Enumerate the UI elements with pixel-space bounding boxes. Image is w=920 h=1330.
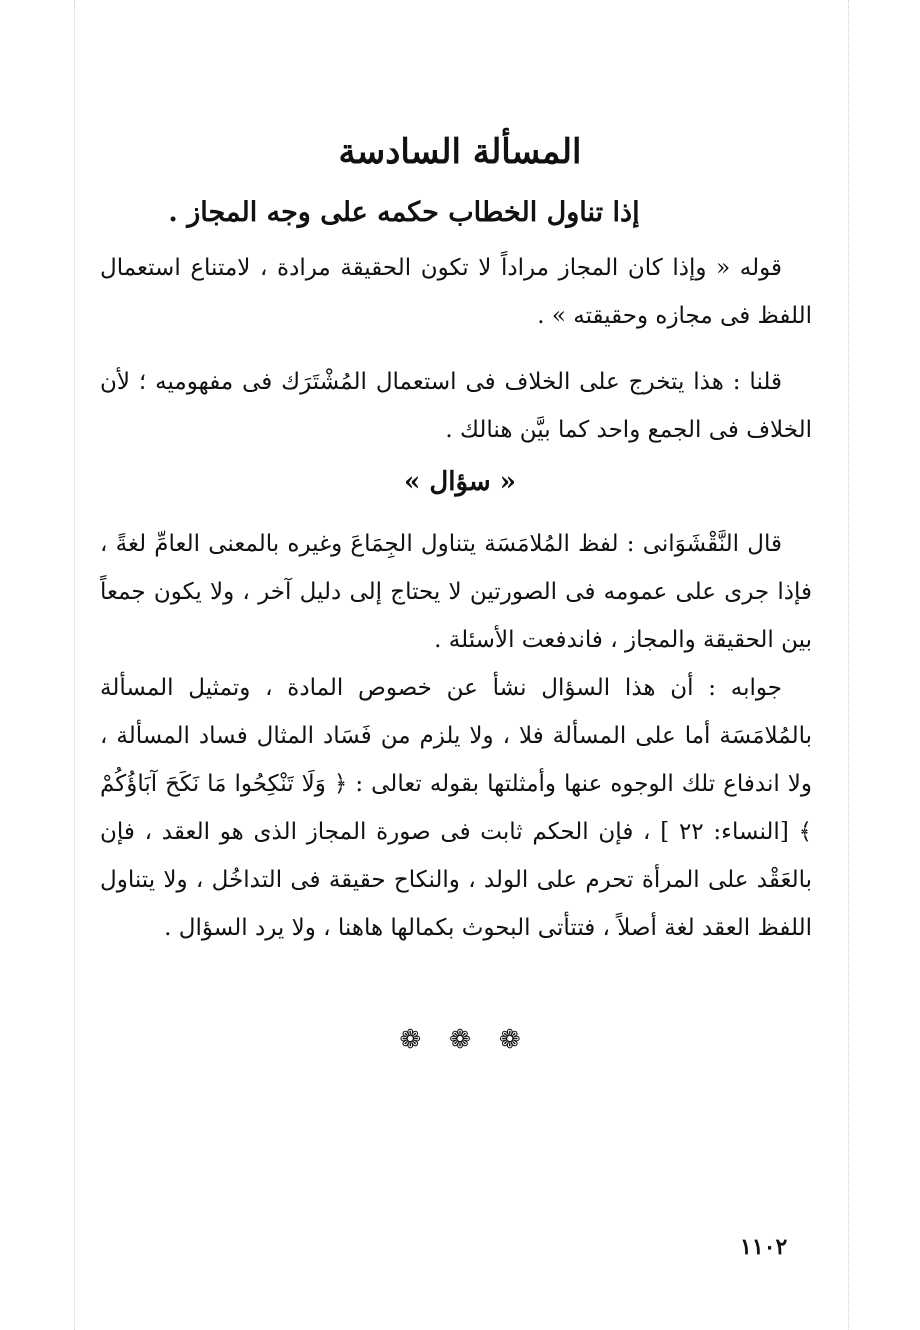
paragraph-reply: قلنا : هذا يتخرج على الخلاف فى استعمال المُشْتَرَك فى مفهوميه ؛ لأن الخلاف فى الجمع واحد كما بيَّن هنالك . — [100, 369, 812, 443]
paragraph-question: قال النَّقْشَوَانى : لفظ المُلامَسَة يتناول الجِمَاعَ وغيره بالمعنى العامِّ لغةً ، فإذا جرى على عمومه فى الصورتين لا يحتاج إلى دليل آخر ، ولا يكون جمعاً بين الحقيقة والمجاز ، فاندفعت الأسئلة . — [100, 531, 812, 653]
scan-border-left — [74, 0, 75, 1330]
question-heading: « سؤال » — [404, 467, 516, 497]
chapter-title: المسألة السادسة — [338, 132, 582, 172]
section-title: إذا تناول الخطاب حكمه على وجه المجاز . — [168, 197, 640, 228]
page-number: ١١٠٢ — [740, 1234, 788, 1260]
ornament-divider: ❁❁❁ — [399, 1025, 549, 1055]
scan-border-right — [848, 0, 849, 1330]
paragraph-quote: قوله « وإذا كان المجاز مراداً لا تكون الحقيقة مرادة ، لامتناع استعمال اللفظ فى مجازه وحقيقته » . — [100, 255, 812, 329]
paragraph-answer: جوابه : أن هذا السؤال نشأ عن خصوص المادة ، وتمثيل المسألة بالمُلامَسَة أما على المسألة فلا ، ولا يلزم من فَسَاد المثال فساد المسألة ، ولا اندفاع تلك الوجوه عنها وأمثلتها بقوله تعالى : ﴿ وَلَا تَنْكِحُوا مَا نَكَحَ آبَاؤُكُمْ ﴾ [النساء: ٢٢ ] ، فإن الحكم ثابت فى صورة المجاز الذى هو العقد ، فإن بالعَقْد على المرأة تحرم على الولد ، والنكاح حقيقة فى التداخُل ، ولا يتناول اللفظ العقد لغة أصلاً ، فتتأتى البحوث بكمالها هاهنا ، ولا يرد السؤال . — [100, 675, 813, 941]
